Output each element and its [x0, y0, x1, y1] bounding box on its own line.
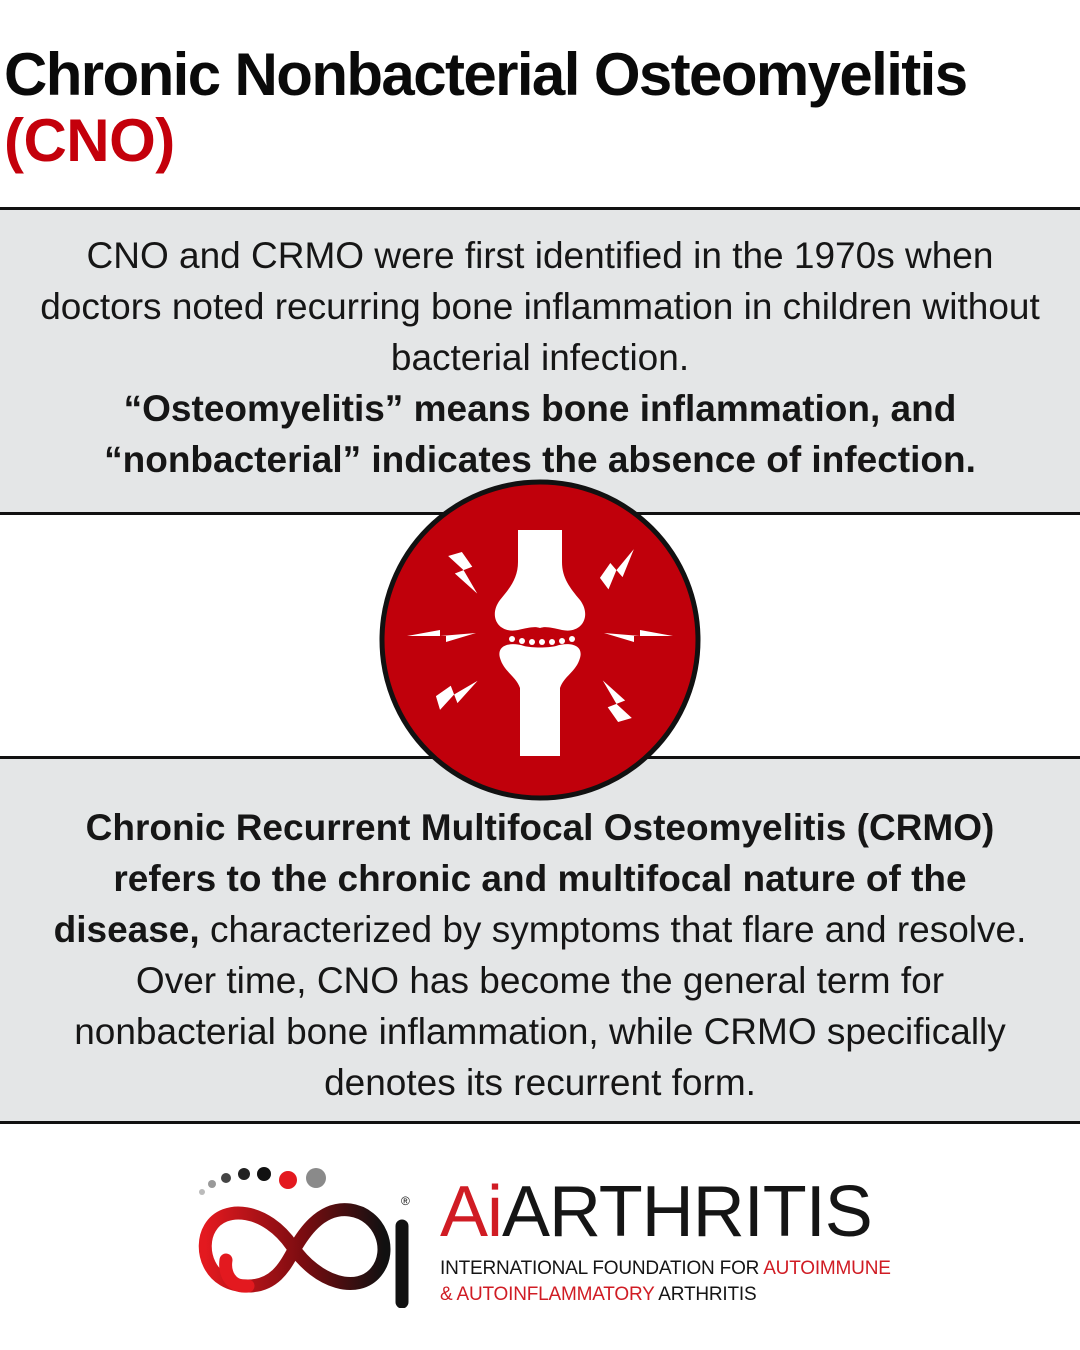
intro-band [0, 207, 1080, 515]
brand-name [440, 1174, 872, 1250]
intro-plain-text: CNO and CRMO were first identified in the 1970s when doctors noted recurring bone inflammation in children without bacterial infection. [40, 235, 1040, 378]
page-title [4, 42, 967, 174]
registered-mark: ® [401, 1194, 410, 1208]
title-abbreviation: (CNO) [4, 107, 175, 174]
brand-prefix: Ai [440, 1172, 503, 1252]
intro-text [40, 230, 1040, 485]
tagline-part-1b: AUTOIMMUNE [763, 1258, 891, 1279]
knee-joint-pain-icon [378, 478, 702, 802]
tagline-part-1a: INTERNATIONAL FOUNDATION FOR [440, 1258, 764, 1279]
aiarthritis-logo [190, 1166, 891, 1316]
infinity-a-icon [190, 1166, 418, 1308]
brand-tagline [440, 1256, 891, 1308]
intro-bold-text: “Osteomyelitis” means bone inflammation, and “nonbacterial” indicates the absence of infection. [104, 388, 976, 480]
tagline-part-2a: & AUTOINFLAMMATORY [440, 1284, 655, 1305]
crmo-band [0, 756, 1080, 1124]
brand-main: ARTHRITIS [502, 1172, 872, 1252]
tagline-part-2b: ARTHRITIS [654, 1284, 757, 1305]
crmo-plain-text: characterized by symptoms that flare and resolve. Over time, CNO has become the general term for nonbacterial bone inflammation, while CRMO specifically denotes its recurrent form. [74, 909, 1027, 1103]
crmo-text [40, 802, 1040, 1108]
crmo-bold-text: Chronic Recurrent Multifocal Osteomyelitis (CRMO) refers to the chronic and multifocal nature of the disease, [53, 807, 995, 950]
title-main: Chronic Nonbacterial Osteomyelitis [4, 41, 967, 108]
